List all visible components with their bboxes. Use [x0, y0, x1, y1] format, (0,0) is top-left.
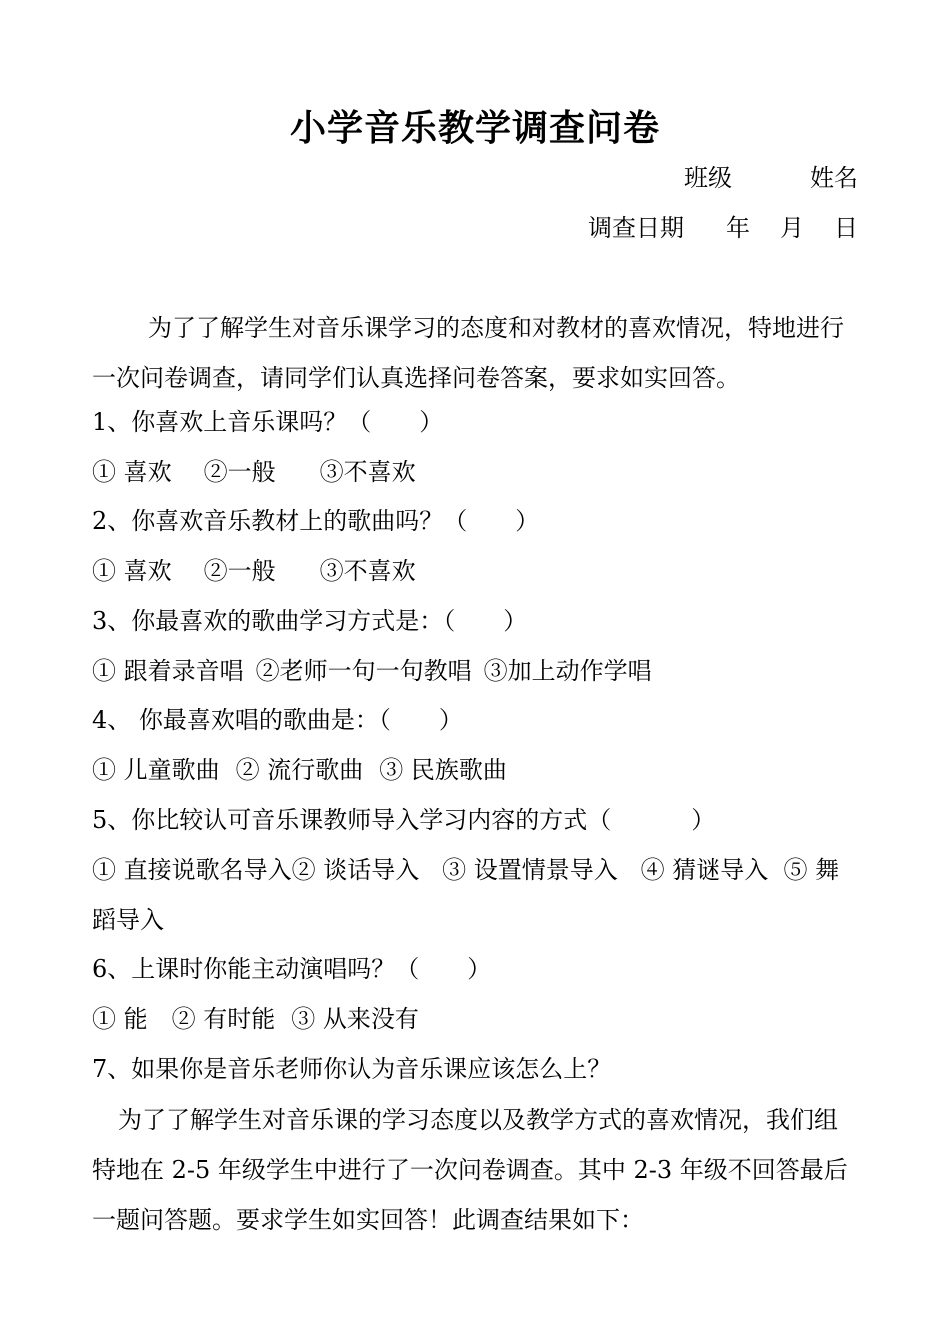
- month-label: 月: [780, 214, 804, 242]
- date-label: 调查日期: [588, 214, 684, 242]
- question-3-option-1: ① 跟着录音唱: [92, 657, 244, 685]
- question-7: [92, 1044, 862, 1094]
- question-2-option-1: ① 喜欢: [92, 557, 172, 585]
- summary-text: 为了了解学生对音乐课的学习态度以及教学方式的喜欢情况，我们组特地在 2-5 年级学生中进行了一次问卷调查。其中 2-3 年级不回答最后一题问答题。要求学生如实回答！此调查结果如下：: [92, 1106, 848, 1234]
- question-6-option-2: ② 有时能: [171, 1005, 276, 1033]
- question-3-option-2: ②老师一句一句教唱: [255, 657, 472, 685]
- day-label: 日: [834, 214, 858, 242]
- class-name-row: [684, 158, 858, 193]
- question-6-paren-close: ）: [467, 955, 492, 983]
- year-label: 年: [726, 214, 750, 242]
- question-4-option-1: ① 儿童歌曲: [92, 756, 220, 784]
- question-1-paren-close: ）: [419, 408, 444, 436]
- question-4: [92, 695, 862, 745]
- question-4-prompt: 4、 你最喜欢唱的歌曲是：（: [92, 706, 391, 734]
- question-4-option-2: ② 流行歌曲: [235, 756, 364, 784]
- question-4-options: [92, 745, 862, 795]
- question-1: [92, 397, 862, 447]
- question-1-option-2: ②一般: [203, 458, 276, 486]
- question-3-option-3: ③加上动作学唱: [483, 657, 652, 685]
- document-title: 小学音乐教学调查问卷: [289, 107, 660, 149]
- question-6-option-3: ③ 从来没有: [291, 1005, 419, 1033]
- question-5: [92, 795, 862, 845]
- question-6: [92, 944, 862, 994]
- question-2-option-2: ②一般: [203, 557, 276, 585]
- name-label: 姓名: [810, 164, 858, 192]
- question-1-option-3: ③不喜欢: [319, 458, 416, 486]
- question-6-prompt: 6、上课时你能主动演唱吗？（: [92, 955, 420, 983]
- question-4-paren-close: ）: [438, 706, 463, 734]
- intro-paragraph: [92, 303, 860, 403]
- question-1-option-1: ① 喜欢: [92, 458, 172, 486]
- summary-paragraph: [92, 1095, 860, 1245]
- survey-date-row: [588, 208, 858, 243]
- question-5-prompt: 5、你比较认可音乐课教师导入学习内容的方式（: [92, 806, 612, 834]
- question-1-options: [92, 447, 862, 497]
- question-7-prompt: 7、如果你是音乐老师你认为音乐课应该怎么上？: [92, 1055, 612, 1083]
- question-3-prompt: 3、你最喜欢的歌曲学习方式是：（: [92, 607, 456, 635]
- question-5-paren-close: ）: [691, 806, 716, 834]
- question-6-option-1: ① 能: [92, 1005, 148, 1033]
- question-2-prompt: 2、你喜欢音乐教材上的歌曲吗？（: [92, 507, 468, 535]
- question-6-options: [92, 994, 862, 1044]
- question-3-options: [92, 646, 862, 696]
- question-3: [92, 596, 862, 646]
- class-label: 班级: [684, 164, 732, 192]
- question-5-options: ① 直接说歌名导入② 谈话导入 ③ 设置情景导入 ④ 猜谜导入 ⑤ 舞蹈导入: [92, 856, 840, 934]
- question-1-prompt: 1、你喜欢上音乐课吗？（: [92, 408, 372, 436]
- question-4-option-3: ③ 民族歌曲: [379, 756, 507, 784]
- question-3-paren-close: ）: [503, 607, 528, 635]
- question-2: [92, 496, 862, 546]
- question-2-paren-close: ）: [515, 507, 540, 535]
- intro-text: 为了了解学生对音乐课学习的态度和对教材的喜欢情况，特地进行一次问卷调查，请同学们认真选择问卷答案，要求如实回答。: [92, 314, 844, 392]
- question-2-options: [92, 546, 862, 596]
- question-2-option-3: ③不喜欢: [319, 557, 416, 585]
